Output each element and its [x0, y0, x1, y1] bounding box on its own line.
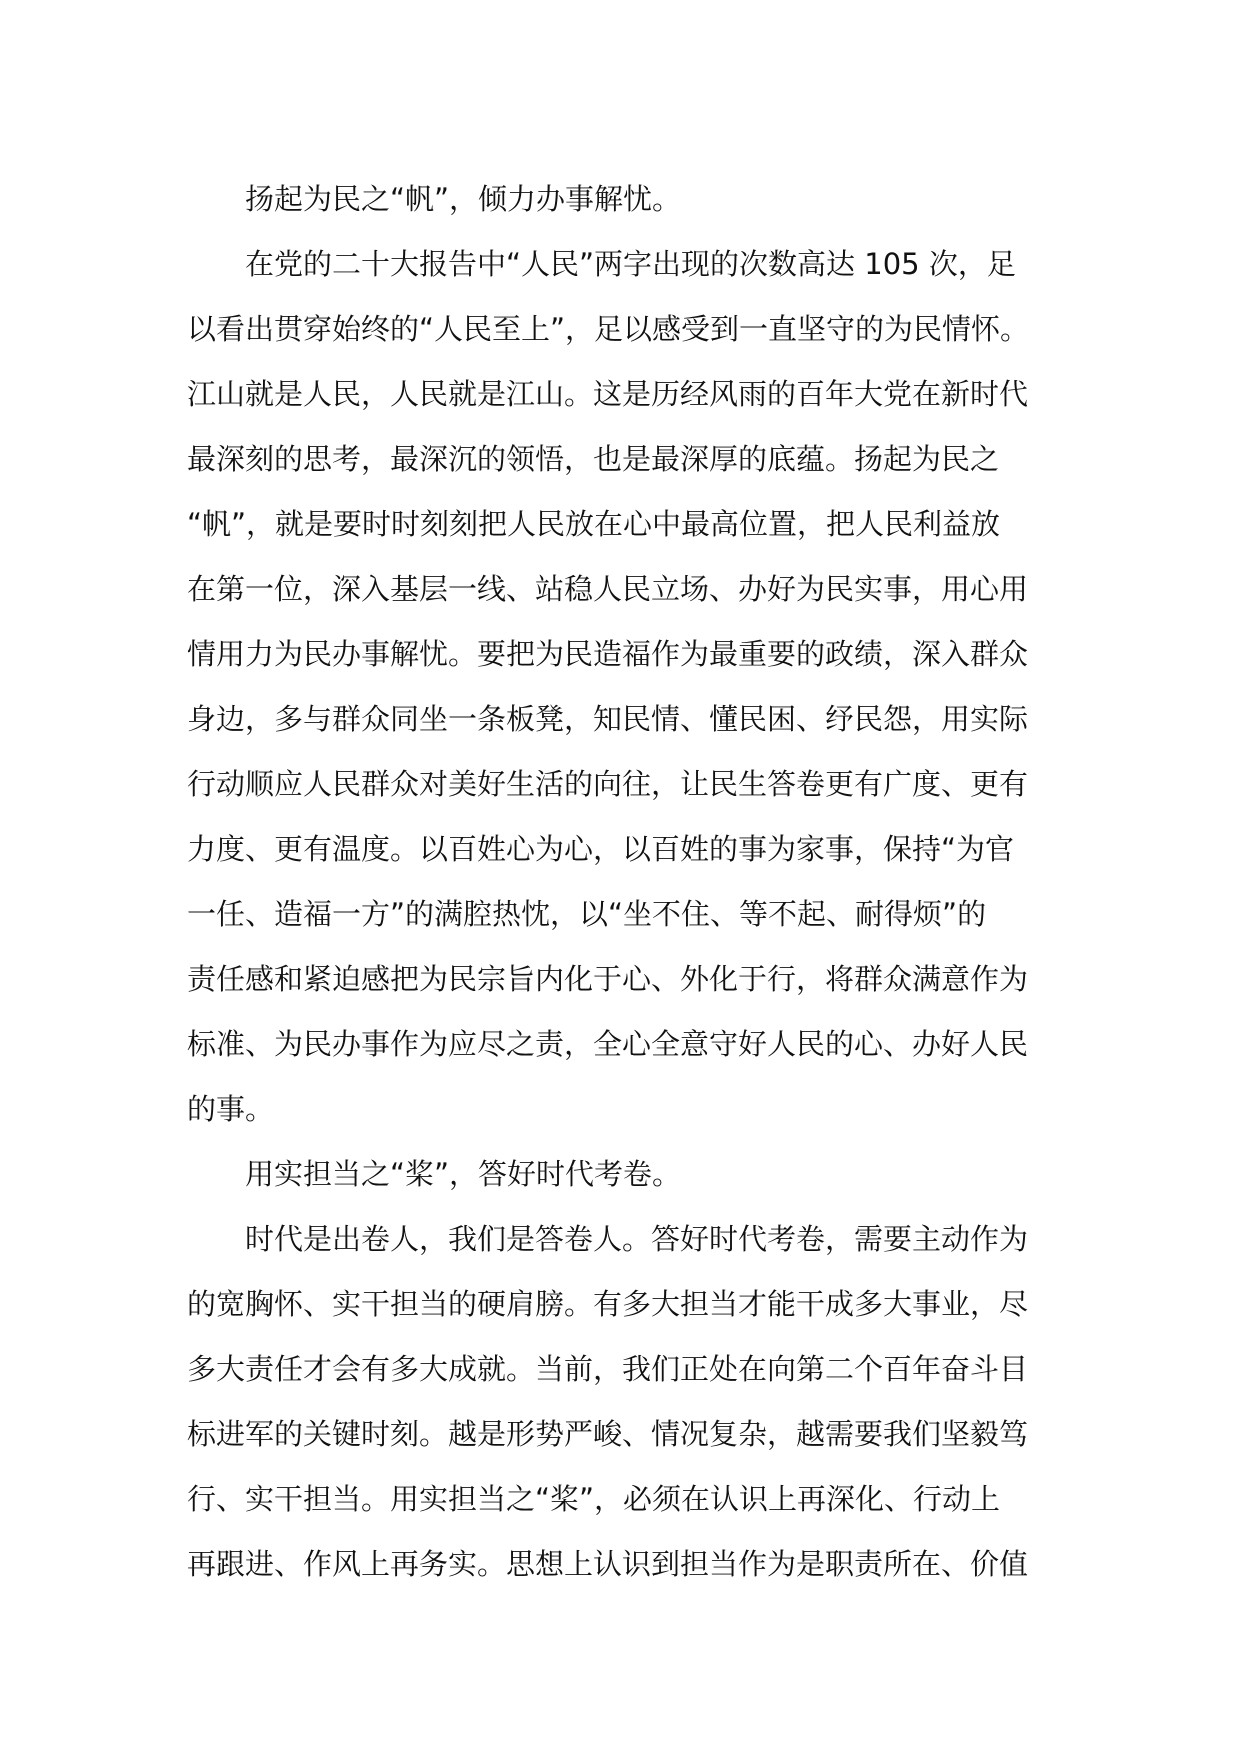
paragraph-first-line: 扬起为民之“帆”，倾力办事解忧。 — [245, 182, 682, 216]
text-line: 标进军的关键时刻。越是形势严峻、情况复杂，越需要我们坚毅笃 — [187, 1417, 1029, 1451]
paragraph-first-line: 在党的二十大报告中“人民”两字出现的次数高达 105 次，足 — [245, 247, 1016, 281]
text-line: 以看出贯穿始终的“人民至上”，足以感受到一直坚守的为民情怀。 — [187, 312, 1030, 346]
text-line: 多大责任才会有多大成就。当前，我们正处在向第二个百年奋斗目 — [187, 1352, 1029, 1386]
document-body-text — [187, 167, 1059, 1597]
text-line: 力度、更有温度。以百姓心为心，以百姓的事为家事，保持“为官 — [187, 832, 1015, 866]
text-line: 最深刻的思考，最深沉的领悟，也是最深厚的底蕴。扬起为民之 — [187, 442, 1000, 476]
text-line: 江山就是人民，人民就是江山。这是历经风雨的百年大党在新时代 — [187, 377, 1029, 411]
text-line: 责任感和紧迫感把为民宗旨内化于心、外化于行，将群众满意作为 — [187, 962, 1029, 996]
text-line: 再跟进、作风上再务实。思想上认识到担当作为是职责所在、价值 — [187, 1547, 1029, 1581]
text-line: 一任、造福一方”的满腔热忱，以“坐不住、等不起、耐得烦”的 — [187, 897, 987, 931]
text-line: 行动顺应人民群众对美好生活的向往，让民生答卷更有广度、更有 — [187, 767, 1029, 801]
text-line: “帆”，就是要时时刻刻把人民放在心中最高位置，把人民利益放 — [187, 507, 1001, 541]
text-line: 的事。 — [187, 1092, 275, 1126]
text-line: 身边，多与群众同坐一条板凳，知民情、懂民困、纾民怨，用实际 — [187, 702, 1029, 736]
paragraph-first-line: 用实担当之“桨”，答好时代考卷。 — [245, 1157, 682, 1191]
text-line: 标准、为民办事作为应尽之责，全心全意守好人民的心、办好人民 — [187, 1027, 1029, 1061]
text-line: 在第一位，深入基层一线、站稳人民立场、办好为民实事，用心用 — [187, 572, 1029, 606]
text-line: 情用力为民办事解忧。要把为民造福作为最重要的政绩，深入群众 — [187, 637, 1029, 671]
paragraph-first-line: 时代是出卷人，我们是答卷人。答好时代考卷，需要主动作为 — [245, 1222, 1029, 1256]
text-line: 行、实干担当。用实担当之“桨”，必须在认识上再深化、行动上 — [187, 1482, 1001, 1516]
text-line: 的宽胸怀、实干担当的硬肩膀。有多大担当才能干成多大事业，尽 — [187, 1287, 1029, 1321]
